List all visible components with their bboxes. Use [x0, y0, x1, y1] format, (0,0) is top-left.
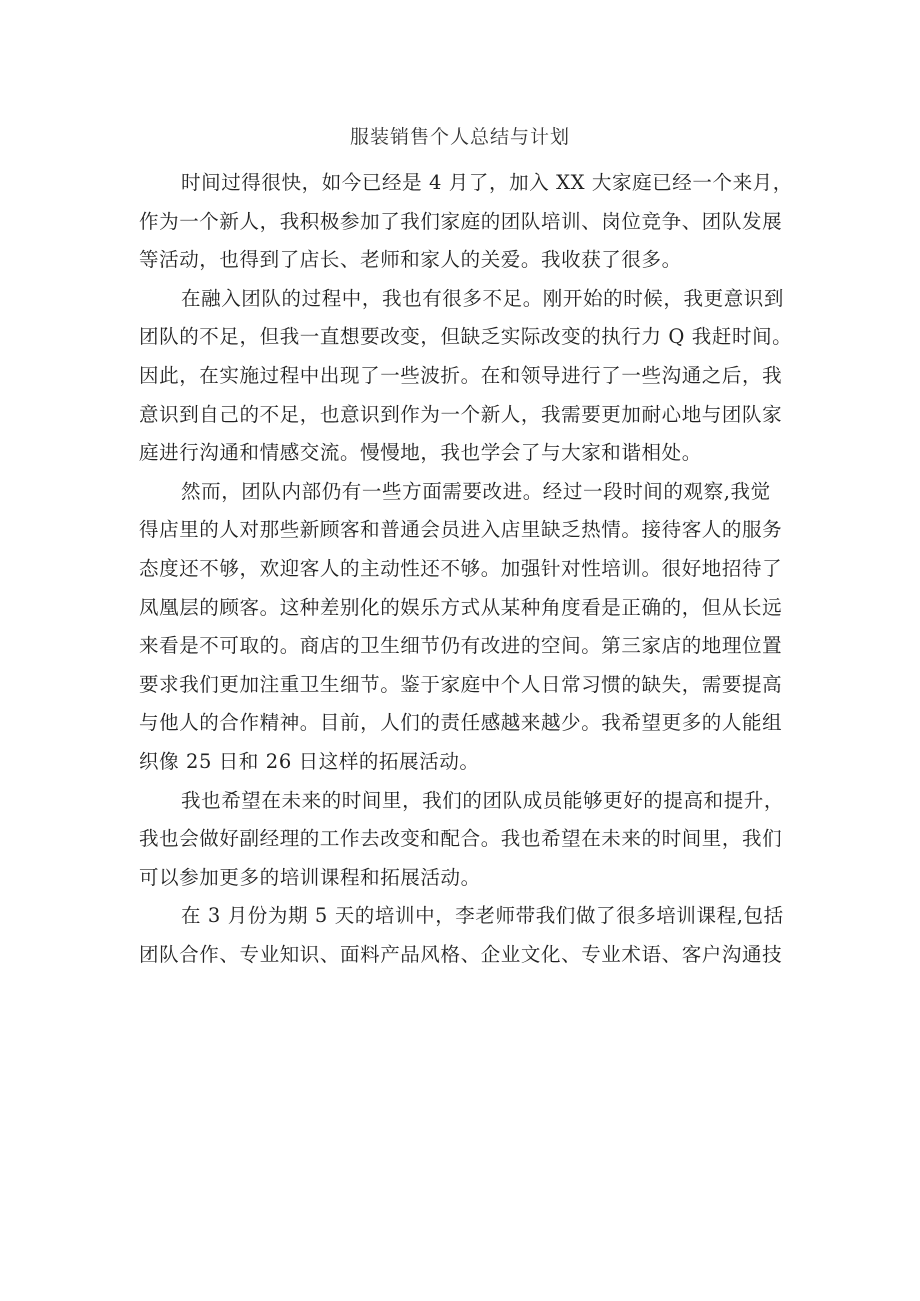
- document-body: [139, 164, 799, 974]
- paragraph-3: [139, 473, 799, 782]
- paragraph-line: 等活动，也得到了店长、老师和家人的关爱。我收获了很多。: [139, 248, 682, 272]
- paragraph-line: 然而，团队内部仍有一些方面需要改进。经过一段时间的观察,我觉: [181, 479, 771, 503]
- paragraph-line: 要求我们更加注重卫生细节。鉴于家庭中个人日常习惯的缺失，需要提高: [139, 672, 783, 696]
- paragraph-line: 来看是不可取的。商店的卫生细节仍有改进的空间。第三家店的地理位置: [139, 634, 783, 658]
- paragraph-line: 意识到自己的不足，也意识到作为一个新人，我需要更加耐心地与团队家: [139, 402, 783, 426]
- paragraph-4: [139, 782, 799, 898]
- paragraph-line: 我也希望在未来的时间里，我们的团队成员能够更好的提高和提升，: [181, 788, 785, 812]
- paragraph-line: 团队的不足，但我一直想要改变，但缺乏实际改变的执行力 Q 我赶时间。: [139, 325, 793, 349]
- paragraph-line: 在融入团队的过程中，我也有很多不足。刚开始的时候，我更意识到: [181, 286, 785, 310]
- paragraph-line: 态度还不够，欢迎客人的主动性还不够。加强针对性培训。很好地招待了: [139, 556, 783, 580]
- paragraph-line: 得店里的人对那些新顾客和普通会员进入店里缺乏热情。接待客人的服务: [139, 518, 783, 542]
- paragraph-line: 可以参加更多的培训课程和拓展活动。: [139, 865, 481, 889]
- paragraph-line: 庭进行沟通和情感交流。慢慢地，我也学会了与大家和谐相处。: [139, 441, 702, 465]
- paragraph-line: 团队合作、专业知识、面料产品风格、企业文化、专业术语、客户沟通技: [139, 942, 783, 966]
- page-title: 服装销售个人总结与计划: [349, 126, 570, 148]
- paragraph-1: [139, 164, 799, 280]
- paragraph-line: 在 3 月份为期 5 天的培训中，李老师带我们做了很多培训课程,包括: [181, 904, 784, 928]
- paragraph-5: [139, 897, 799, 974]
- paragraph-line: 我也会做好副经理的工作去改变和配合。我也希望在未来的时间里，我们: [139, 827, 783, 851]
- paragraph-line: 凤凰层的顾客。这种差别化的娱乐方式从某种角度看是正确的，但从长远: [139, 595, 783, 619]
- paragraph-2: [139, 280, 799, 473]
- paragraph-line: 与他人的合作精神。目前，人们的责任感越来越少。我希望更多的人能组: [139, 711, 783, 735]
- paragraph-line: 织像 25 日和 26 日这样的拓展活动。: [139, 749, 480, 773]
- paragraph-line: 因此，在实施过程中出现了一些波折。在和领导进行了一些沟通之后，我: [139, 363, 783, 387]
- paragraph-line: 作为一个新人，我积极参加了我们家庭的团队培训、岗位竞争、团队发展: [139, 209, 783, 233]
- paragraph-line: 时间过得很快，如今已经是 4 月了，加入 XX 大家庭已经一个来月，: [181, 171, 793, 194]
